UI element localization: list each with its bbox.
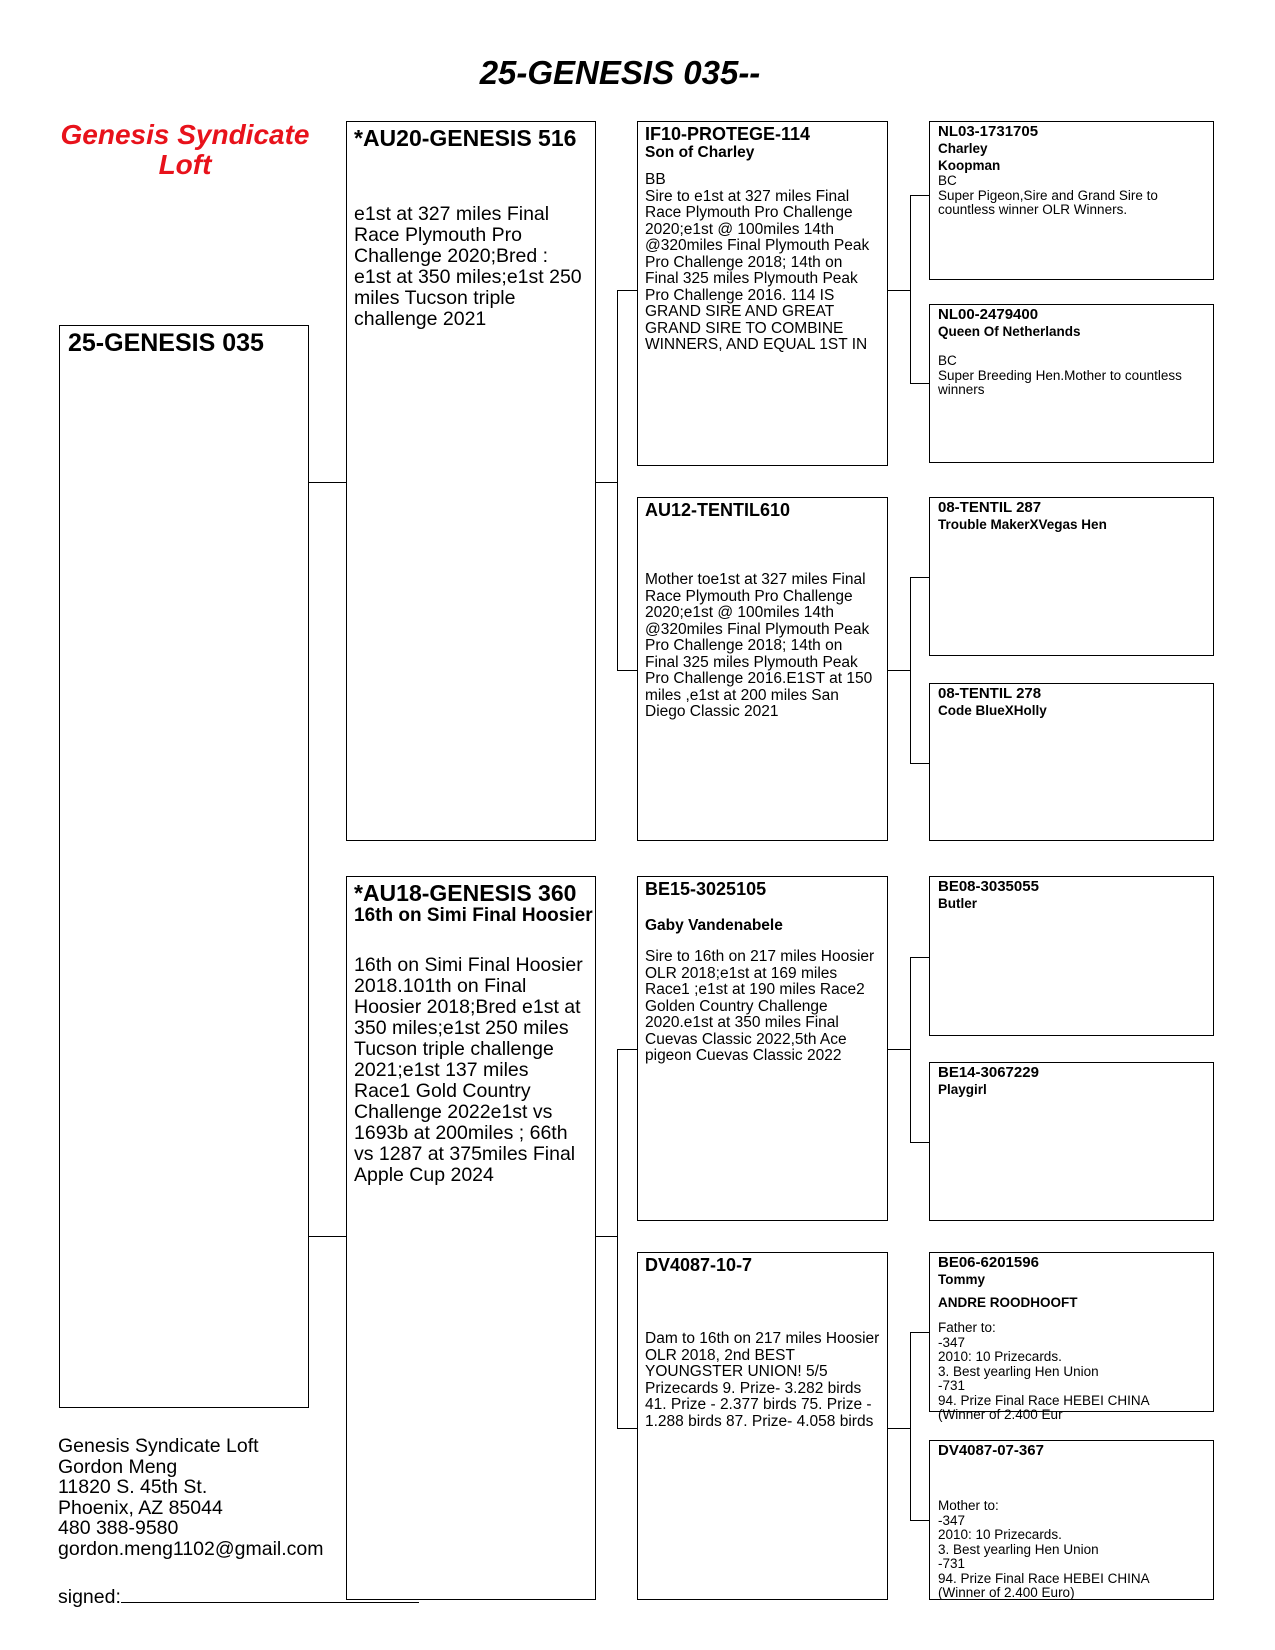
sire-dam-description: Mother toe1st at 327 miles Final Race Plymouth Pro Challenge 2020;e1st @ 100miles 14th @320miles Final Plymouth Peak Pro Challenge 2018; 14th on Final 325 miles Plymouth Peak Pro Challenge 2016.E1ST at 150 miles ,e1st at 200 miles San Diego Classic 2021	[645, 571, 873, 720]
connector	[617, 290, 637, 291]
gg1-description: Super Pigeon,Sire and Grand Sire to countless winner OLR Winners.	[938, 187, 1158, 217]
dam-box	[346, 876, 596, 1600]
pedigree-title: 25-GENESIS 035--	[479, 54, 761, 91]
sire-description: e1st at 327 miles Final Race Plymouth Pro Challenge 2020;Bred : e1st at 350 miles;e1st 250 miles Tucson triple challenge 2021	[354, 203, 582, 330]
sire-box	[346, 121, 596, 841]
dam-dam-box	[637, 1252, 888, 1600]
dam-sire-description: Sire to 16th on 217 miles Hoosier OLR 2018;e1st at 169 miles Race1 ;e1st at 190 miles Race2 Golden Country Challenge 2020.e1st at 350 miles Final Cuevas Classic 2022,5th Ace pigeon Cuevas Classic 2022	[645, 948, 875, 1064]
connector	[910, 195, 929, 196]
connector	[888, 1049, 910, 1050]
gg2-id: NL00-2479400	[938, 306, 1039, 323]
connector	[309, 482, 346, 483]
dam-sire-subtitle: Gaby Vandenabele	[645, 917, 783, 934]
gg7-line-0: Father to:	[938, 1320, 996, 1335]
gg1-breeder: Koopman	[938, 158, 1001, 173]
sire-sire-box	[637, 121, 888, 466]
connector	[910, 577, 929, 578]
gg7-line-4: -731	[938, 1378, 966, 1393]
dam-subtitle: 16th on Simi Final Hoosier	[354, 905, 593, 926]
connector	[617, 1049, 637, 1050]
contact-block	[58, 1436, 324, 1559]
contact-line-email: gordon.meng1102@gmail.com	[58, 1537, 324, 1560]
gg2-color: BC	[938, 353, 957, 368]
gg7-line-3: 3. Best yearling Hen Union	[938, 1363, 1099, 1379]
gg6-id: BE14-3067229	[938, 1064, 1039, 1081]
gg8-line-0: Mother to:	[938, 1498, 999, 1513]
connector	[910, 1332, 911, 1520]
gg7-line-5: 94. Prize Final Race HEBEI CHINA	[938, 1392, 1150, 1408]
gg6-name: Playgirl	[938, 1082, 987, 1097]
gg7-line-2: 2010: 10 Prizecards.	[938, 1349, 1062, 1364]
connector	[910, 957, 911, 1142]
connector	[910, 195, 911, 383]
great-grandparent-2-box	[929, 304, 1214, 463]
subject-id: 25-GENESIS 035	[68, 329, 264, 357]
connector	[910, 763, 929, 764]
connector	[617, 1428, 637, 1429]
contact-line-loft: Genesis Syndicate Loft	[58, 1435, 259, 1457]
gg1-name: Charley	[938, 141, 988, 156]
gg5-name: Butler	[938, 896, 978, 911]
gg7-name: Tommy	[938, 1272, 986, 1287]
sire-id: *AU20-GENESIS 516	[354, 125, 577, 151]
connector	[617, 670, 637, 671]
connector	[617, 290, 618, 670]
contact-line-street: 11820 S. 45th St.	[58, 1476, 208, 1498]
gg8-line-5: 94. Prize Final Race HEBEI CHINA	[938, 1570, 1150, 1586]
gg8-line-2: 2010: 10 Prizecards.	[938, 1527, 1062, 1542]
connector	[596, 1236, 617, 1237]
gg8-line-3: 3. Best yearling Hen Union	[938, 1541, 1099, 1557]
connector	[617, 1049, 618, 1428]
great-grandparent-8-box	[929, 1440, 1214, 1600]
connector	[888, 670, 910, 671]
gg8-line-1: -347	[938, 1512, 966, 1528]
sire-sire-id: IF10-PROTEGE-114	[645, 124, 811, 144]
gg8-id: DV4087-07-367	[938, 1442, 1044, 1459]
contact-line-city: Phoenix, AZ 85044	[58, 1496, 223, 1519]
signature-line	[121, 1584, 419, 1603]
signed-label: signed:	[58, 1586, 121, 1608]
gg4-name: Code BlueXHolly	[938, 703, 1047, 718]
gg7-breeder: ANDRE ROODHOOFT	[938, 1295, 1078, 1310]
gg8-line-4: -731	[938, 1556, 966, 1571]
dam-sire-box	[637, 876, 888, 1221]
gg5-id: BE08-3035055	[938, 878, 1039, 895]
gg1-color: BC	[938, 173, 957, 188]
connector	[910, 1520, 929, 1521]
connector	[910, 1142, 929, 1143]
great-grandparent-4-box	[929, 683, 1214, 841]
connector	[596, 482, 617, 483]
sire-sire-description: Sire to e1st at 327 miles Final Race Plymouth Pro Challenge 2020;e1st @ 100miles 14th @320miles Final Plymouth Peak Pro Challenge 2018; 14th on Final 325 miles Plymouth Peak Pro Challenge 2016. 114 IS GRAND SIRE AND GREAT GRAND SIRE TO COMBINE WINNERS, AND EQUAL 1ST IN	[645, 187, 870, 353]
dam-dam-id: DV4087-10-7	[645, 1255, 753, 1275]
sire-dam-box	[637, 497, 888, 841]
gg2-description: Super Breeding Hen.Mother to countless winners	[938, 367, 1182, 397]
dam-sire-id: BE15-3025105	[645, 879, 767, 899]
great-grandparent-6-box	[929, 1062, 1214, 1221]
subject-box	[59, 325, 309, 1408]
dam-id: *AU18-GENESIS 360	[354, 880, 577, 906]
connector	[910, 957, 929, 958]
dam-description: 16th on Simi Final Hoosier 2018.101th on Final Hoosier 2018;Bred e1st at 350 miles;e1st 250 miles Tucson triple challenge 2021;e1st 137 miles Race1 Gold Country Challenge 2022e1st vs 1693b at 200miles ; 66th vs 1287 at 375miles Final Apple Cup 2024	[354, 954, 583, 1186]
gg4-id: 08-TENTIL 278	[938, 685, 1042, 702]
great-grandparent-7-box	[929, 1252, 1214, 1422]
contact-line-name: Gordon Meng	[58, 1455, 178, 1478]
great-grandparent-3-box	[929, 497, 1214, 656]
gg8-line-6: (Winner of 2.400 Euro)	[938, 1585, 1075, 1600]
signature-field	[58, 1584, 419, 1609]
connector	[309, 1236, 346, 1237]
dam-dam-description: Dam to 16th on 217 miles Hoosier OLR 2018, 2nd BEST YOUNGSTER UNION! 5/5 Prizecards 9. Prize- 3.282 birds 41. Prize - 2.377 birds 75. Prize - 1.288 birds 87. Prize- 4.058 birds	[645, 1330, 880, 1430]
gg7-line-6: (Winner of 2.400 Eur	[938, 1407, 1063, 1422]
contact-line-phone: 480 388-9580	[58, 1517, 179, 1539]
connector	[910, 1332, 929, 1333]
connector	[910, 577, 911, 763]
connector	[888, 1428, 910, 1429]
connector	[910, 383, 929, 384]
gg1-id: NL03-1731705	[938, 123, 1039, 140]
gg7-line-1: -347	[938, 1334, 966, 1350]
gg3-id: 08-TENTIL 287	[938, 499, 1042, 516]
gg7-id: BE06-6201596	[938, 1254, 1039, 1271]
sire-sire-color: BB	[645, 171, 666, 188]
gg3-name: Trouble MakerXVegas Hen	[938, 517, 1107, 532]
loft-name: Genesis Syndicate Loft	[60, 119, 310, 180]
sire-dam-id: AU12-TENTIL610	[645, 500, 791, 520]
great-grandparent-1-box	[929, 121, 1214, 280]
sire-sire-subtitle: Son of Charley	[645, 144, 755, 161]
gg2-name: Queen Of Netherlands	[938, 324, 1081, 339]
great-grandparent-5-box	[929, 876, 1214, 1036]
connector	[888, 290, 910, 291]
